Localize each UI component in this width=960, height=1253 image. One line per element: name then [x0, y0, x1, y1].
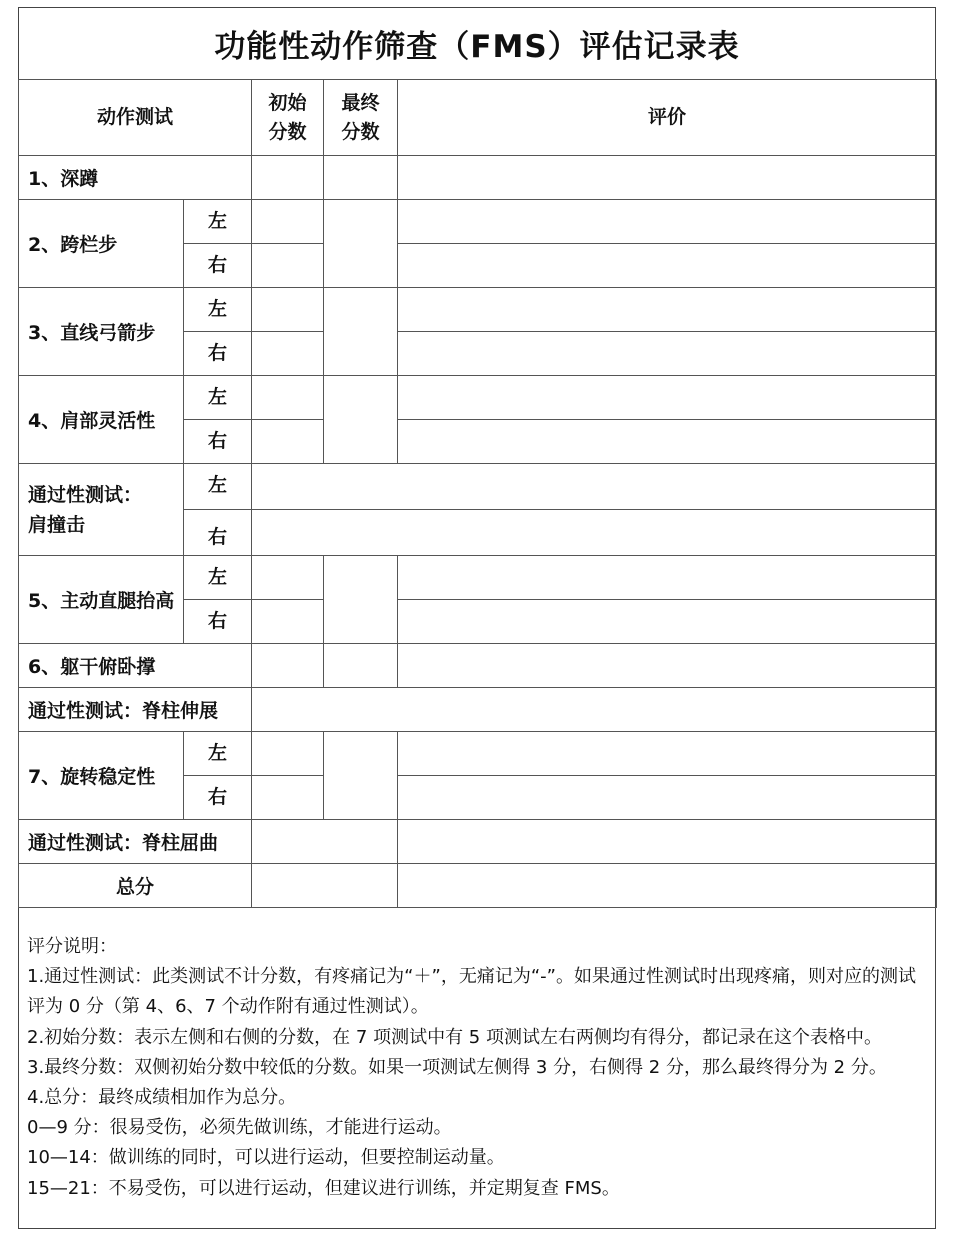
- initial-score-cell[interactable]: [252, 776, 324, 820]
- initial-score-cell[interactable]: [252, 556, 324, 600]
- clearing-result-cell[interactable]: [252, 820, 398, 864]
- evaluation-cell[interactable]: [398, 820, 937, 864]
- side-right-label: 右: [184, 776, 252, 820]
- notes-line: 3.最终分数：双侧初始分数中较低的分数。如果一项测试左侧得 3 分，右侧得 2 分，那么最终得分为 2 分。: [27, 1056, 887, 1078]
- evaluation-cell[interactable]: [398, 288, 937, 332]
- fms-score-table: [18, 79, 937, 908]
- total-score-cell[interactable]: [252, 864, 398, 908]
- evaluation-cell[interactable]: [398, 644, 937, 688]
- side-left-label: 左: [184, 288, 252, 332]
- side-right-label: 右: [184, 332, 252, 376]
- initial-score-cell[interactable]: [252, 376, 324, 420]
- initial-score-cell[interactable]: [252, 644, 324, 688]
- clearing-shoulder-line1: 通过性测试：: [28, 483, 143, 506]
- header-final-line1: 最终: [341, 91, 380, 114]
- row-clearing-extension-label: 通过性测试：脊柱伸展: [19, 688, 252, 732]
- clearing-result-cell[interactable]: [252, 464, 937, 510]
- initial-score-cell[interactable]: [252, 244, 324, 288]
- evaluation-cell[interactable]: [398, 556, 937, 600]
- notes-line: 0—9 分：很易受伤，必须先做训练，才能进行运动。: [27, 1117, 452, 1139]
- evaluation-cell[interactable]: [398, 420, 937, 464]
- notes-line: 2.初始分数：表示左侧和右侧的分数，在 7 项测试中有 5 项测试左右两侧均有得分，都记录在这个表格中。: [27, 1026, 882, 1048]
- header-evaluation: 评价: [398, 80, 937, 156]
- clearing-result-cell[interactable]: [252, 510, 937, 556]
- notes-line: 1.通过性测试：此类测试不计分数，有疼痛记为“＋”，无痛记为“-”。如果通过性测试时出现疼痛，则对应的测试评为 0 分（第 4、6、7 个动作附有通过性测试）。: [27, 966, 916, 1018]
- row-total-label: 总分: [19, 864, 252, 908]
- row-deep-squat-label: 1、深蹲: [19, 156, 252, 200]
- row-shoulder-mobility-label: 4、肩部灵活性: [19, 376, 184, 464]
- table-row: [19, 200, 937, 244]
- clearing-shoulder-line2: 肩撞击: [28, 513, 86, 536]
- clearing-result-cell[interactable]: [252, 688, 937, 732]
- table-row: [19, 644, 937, 688]
- table-row: [19, 864, 937, 908]
- side-left-label: 左: [184, 464, 252, 510]
- scoring-notes: [27, 932, 932, 1204]
- table-row: [19, 464, 937, 510]
- header-row: [19, 80, 937, 156]
- row-hurdle-step-label: 2、跨栏步: [19, 200, 184, 288]
- final-score-cell[interactable]: [324, 200, 398, 288]
- evaluation-cell[interactable]: [398, 200, 937, 244]
- table-row: [19, 688, 937, 732]
- evaluation-cell[interactable]: [398, 244, 937, 288]
- header-final-line2: 分数: [341, 120, 380, 143]
- evaluation-cell[interactable]: [398, 156, 937, 200]
- side-right-label: 右: [184, 510, 252, 556]
- notes-heading: 评分说明：: [27, 936, 117, 957]
- table-row: [19, 288, 937, 332]
- form-title: 功能性动作筛查（FMS）评估记录表: [214, 29, 740, 65]
- evaluation-cell[interactable]: [398, 864, 937, 908]
- final-score-cell[interactable]: [324, 156, 398, 200]
- side-left-label: 左: [184, 732, 252, 776]
- table-row: [19, 732, 937, 776]
- side-right-label: 右: [184, 420, 252, 464]
- evaluation-cell[interactable]: [398, 732, 937, 776]
- final-score-cell[interactable]: [324, 288, 398, 376]
- notes-line: 15—21：不易受伤，可以进行运动，但建议进行训练，并定期复查 FMS。: [27, 1177, 620, 1199]
- table-row: [19, 376, 937, 420]
- final-score-cell[interactable]: [324, 376, 398, 464]
- header-initial-score: [252, 80, 324, 156]
- side-right-label: 右: [184, 244, 252, 288]
- initial-score-cell[interactable]: [252, 156, 324, 200]
- evaluation-cell[interactable]: [398, 376, 937, 420]
- initial-score-cell[interactable]: [252, 600, 324, 644]
- initial-score-cell[interactable]: [252, 420, 324, 464]
- header-final-score: [324, 80, 398, 156]
- table-row: [19, 556, 937, 600]
- table-row: [19, 156, 937, 200]
- side-right-label: 右: [184, 600, 252, 644]
- header-initial-line1: 初始: [268, 91, 307, 114]
- notes-line: 4.总分：最终成绩相加作为总分。: [27, 1087, 297, 1109]
- row-clearing-flexion-label: 通过性测试：脊柱屈曲: [19, 820, 252, 864]
- row-clearing-shoulder-label: [19, 464, 184, 556]
- row-pushup-label: 6、躯干俯卧撑: [19, 644, 252, 688]
- header-initial-line2: 分数: [268, 120, 307, 143]
- row-rotary-stability-label: 7、旋转稳定性: [19, 732, 184, 820]
- final-score-cell[interactable]: [324, 732, 398, 820]
- header-test: 动作测试: [19, 80, 252, 156]
- initial-score-cell[interactable]: [252, 732, 324, 776]
- side-left-label: 左: [184, 200, 252, 244]
- evaluation-cell[interactable]: [398, 600, 937, 644]
- row-inline-lunge-label: 3、直线弓箭步: [19, 288, 184, 376]
- initial-score-cell[interactable]: [252, 288, 324, 332]
- notes-line: 10—14：做训练的同时，可以进行运动，但要控制运动量。: [27, 1147, 505, 1169]
- side-left-label: 左: [184, 556, 252, 600]
- final-score-cell[interactable]: [324, 556, 398, 644]
- table-row: [19, 820, 937, 864]
- initial-score-cell[interactable]: [252, 332, 324, 376]
- initial-score-cell[interactable]: [252, 200, 324, 244]
- evaluation-cell[interactable]: [398, 332, 937, 376]
- side-left-label: 左: [184, 376, 252, 420]
- final-score-cell[interactable]: [324, 644, 398, 688]
- row-leg-raise-label: 5、主动直腿抬高: [19, 556, 184, 644]
- evaluation-cell[interactable]: [398, 776, 937, 820]
